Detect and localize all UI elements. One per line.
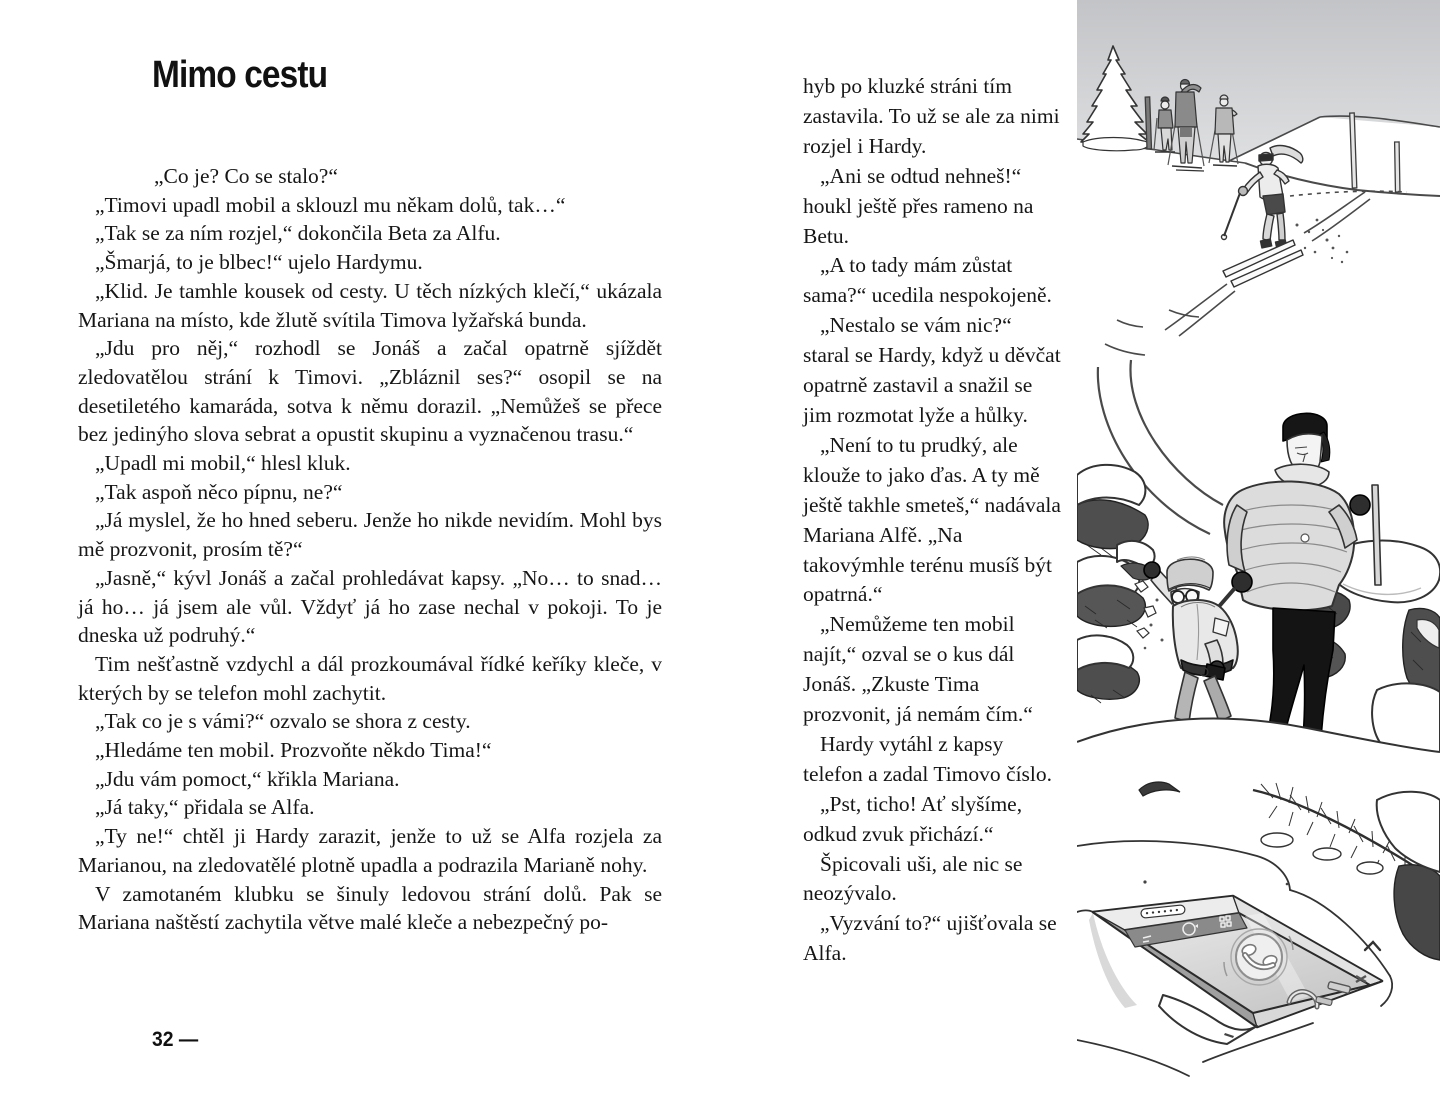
paragraph: „Nemůžeme ten mobil najít,“ ozval se o kus dál Jonáš. „Zkuste Tima prozvonit, já nemám čím.“ — [803, 612, 1033, 727]
dark-ski-pants — [1267, 608, 1335, 740]
paragraph: „Já myslel, že ho hned seberu. Jenže ho nikde nevidím. Mohl bys mě prozvonit, prosím tě?“ — [78, 508, 662, 562]
paragraph: Tim nešťastně vzdychl a dál prozkoumával řídké keříky kleče, v kterých by se telefon mohl zachytit. — [78, 651, 662, 705]
flowing-hair — [1270, 146, 1303, 163]
paragraph: „Vyzvání to?“ ujišťovala se Alfa. — [803, 911, 1057, 966]
paragraph: „Timovi upadl mobil a sklouzl mu někam dolů, tak…“ — [95, 192, 566, 217]
paragraph: hyb po kluzké stráni tím zastavila. To už se ale za nimi rozjel i Hardy. — [803, 74, 1060, 158]
paragraph: V zamotaném klubku se šinuly ledovou strání dolů. Pak se Mariana naštěstí zachytila větve malé kleče a nebezpečný po- — [78, 881, 662, 935]
paragraph: „A to tady mám zůstat sama?“ ucedila nespokojeně. — [803, 253, 1052, 308]
ski-slope-illustration — [1077, 0, 1440, 1098]
glove — [1144, 562, 1160, 578]
paragraph: „Klid. Je tamhle kousek od cesty. U těch nízkých klečí,“ ukázala Mariana na místo, kde žlutě svítila Timova lyžařská bunda. — [78, 278, 662, 332]
paragraph: „Šmarjá, to je blbec!“ ujelo Hardymu. — [95, 250, 423, 275]
paragraph: „Já taky,“ přidala se Alfa. — [95, 795, 315, 820]
glove — [1350, 495, 1370, 515]
left-text-column — [78, 162, 662, 937]
paragraph: „Není to tu prudký, ale klouže to jako ďas. A ty mě ještě takhle smeteš,“ nadávala Mariana Alfě. „Na takovýmhle terénu musíš být opatrná.“ — [803, 432, 1061, 607]
page-number: 32 — — [152, 1028, 199, 1051]
paragraph: Hardy vytáhl z kapsy telefon a zadal Timovo číslo. — [803, 731, 1053, 786]
paragraph: „Co je? Co se stalo?“ — [154, 164, 338, 188]
paragraph: Špicovali uši, ale nic se neozývalo. — [803, 851, 1023, 906]
paragraph: „Jdu vám pomoct,“ křikla Mariana. — [95, 766, 400, 791]
chapter-title: Mimo cestu — [152, 54, 328, 96]
paragraph: „Nestalo se vám nic?“ staral se Hardy, když u děvčat opatrně zastavil a snažil se jim rozmotat lyže a hůlky. — [803, 313, 1061, 427]
paragraph: „Hledáme ten mobil. Prozvoňte někdo Tima!“ — [95, 738, 492, 763]
ski-goggles — [1259, 154, 1273, 161]
boy-with-glasses-and-helmet — [1144, 557, 1238, 722]
paragraph: „Tak aspoň něco pípnu, ne?“ — [95, 479, 343, 504]
paragraph: „Ani se odtud nehneš!“ houkl ještě přes rameno na Betu. — [803, 163, 1034, 248]
chest-patch — [1213, 618, 1229, 636]
paragraph: „Upadl mi mobil,“ hlesl kluk. — [95, 451, 351, 476]
paragraph: „Pst, ticho! Ať slyšíme, odkud zvuk přichází.“ — [803, 791, 1023, 846]
paragraph: „Ty ne!“ chtěl ji Hardy zarazit, jenže to už se Alfa rozjela za Marianou, na zledovatělé plotně upadla a podrazila Marianě nohy. — [78, 824, 662, 877]
paragraph: „Tak co je s vámi?“ ozvalo se shora z cesty. — [95, 709, 471, 734]
right-text-column — [803, 72, 1061, 969]
paragraph: „Jdu pro něj,“ rozhodl se Jonáš a začal opatrně sjíždět zledovatělou strání k Timovi. „Zbláznil ses?“ osopil se na desetiletého kamaráda, sotva k němu dorazil. „Nemůžeš se přece bez jedinýho slova sebrat a opustit skupinu a vyznačenou trasu.“ — [78, 336, 662, 447]
paragraph: „Jasně,“ kývl Jonáš a začal prohledávat kapsy. „No… to snad… já ho… já jsem ale vůl. Vždyť já ho zase nechal v pokoji. To je dneska už podruhý.“ — [78, 565, 662, 648]
girl-skiing-downhill — [1222, 146, 1304, 287]
paragraph: „Tak se za ním rozjel,“ dokončila Beta za Alfu. — [95, 221, 501, 246]
snow-spray — [1296, 219, 1349, 264]
ski-pole — [1224, 193, 1240, 236]
